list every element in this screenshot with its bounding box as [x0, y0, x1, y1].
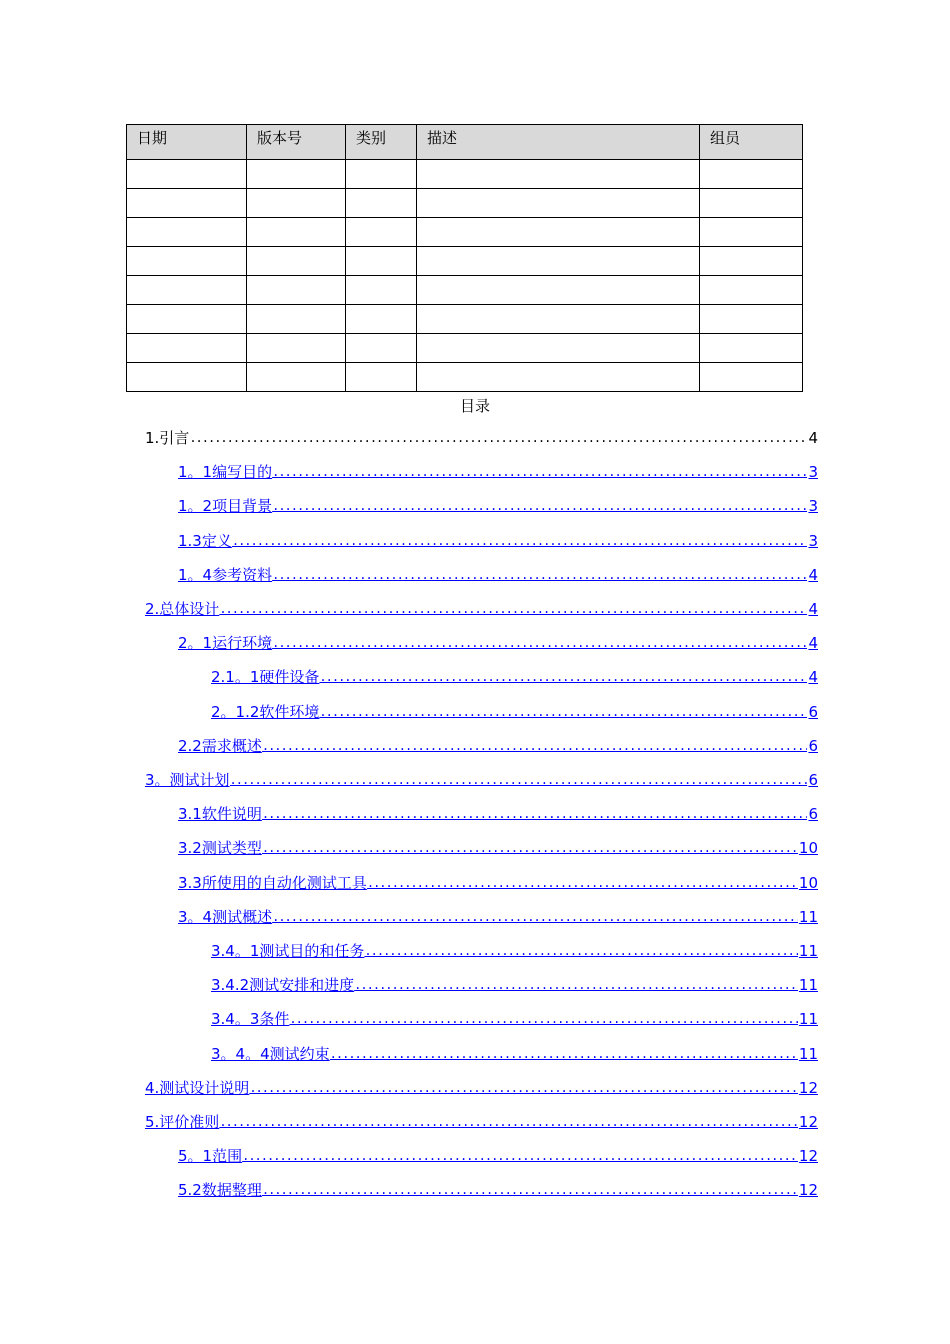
revision-history-table [126, 124, 803, 392]
table-row [127, 305, 803, 334]
table-cell [127, 276, 247, 305]
toc-entry-page-number: 11 [798, 1010, 818, 1028]
toc-entry[interactable] [211, 1044, 818, 1064]
table-cell [346, 247, 417, 276]
toc-entry-page-number: 11 [798, 976, 818, 994]
toc-entry [145, 428, 818, 448]
toc-dot-leader [230, 770, 808, 790]
toc-entry-label: 5。1范围 [178, 1147, 243, 1165]
toc-entry-label: 3。4测试概述 [178, 908, 273, 926]
column-header-category: 类别 [346, 125, 417, 160]
table-cell [247, 218, 346, 247]
toc-entry-label: 2。1运行环境 [178, 634, 273, 652]
table-row [127, 247, 803, 276]
table-row [127, 363, 803, 392]
table-cell [417, 334, 700, 363]
table-cell [127, 218, 247, 247]
toc-entry-page-number: 11 [798, 942, 818, 960]
table-cell [346, 189, 417, 218]
table-cell [700, 334, 803, 363]
toc-entry-label: 5.评价准则 [145, 1113, 220, 1131]
toc-entry[interactable] [145, 1112, 818, 1132]
table-cell [417, 160, 700, 189]
toc-entry-label: 5.2数据整理 [178, 1181, 262, 1199]
toc-entry[interactable] [178, 496, 818, 516]
toc-entry-page-number: 10 [798, 874, 818, 892]
toc-entry-page-number: 12 [798, 1079, 818, 1097]
column-header-members: 组员 [700, 125, 803, 160]
table-cell [700, 160, 803, 189]
table-cell [247, 363, 346, 392]
toc-entry-page-number: 6 [808, 703, 818, 721]
toc-entry-page-number: 3 [808, 532, 818, 550]
toc-dot-leader [262, 736, 808, 756]
table-row [127, 334, 803, 363]
toc-title: 目录 [459, 397, 490, 415]
toc-dot-leader [272, 462, 807, 482]
table-cell [417, 305, 700, 334]
toc-entry-page-number: 4 [808, 668, 818, 686]
toc-dot-leader [262, 1180, 798, 1200]
toc-dot-leader [319, 702, 807, 722]
toc-entry[interactable] [178, 462, 818, 482]
toc-entry-label: 2.总体设计 [145, 600, 220, 618]
toc-entry[interactable] [178, 1146, 818, 1166]
toc-dot-leader [364, 941, 798, 961]
table-cell [700, 218, 803, 247]
toc-entry-page-number: 10 [798, 839, 818, 857]
table-row [127, 276, 803, 305]
toc-entry-label: 3。4。4测试约束 [211, 1045, 330, 1063]
column-header-description: 描述 [417, 125, 700, 160]
toc-entry-label: 1。4参考资料 [178, 566, 273, 584]
toc-entry-label: 2。1.2软件环境 [211, 703, 320, 721]
toc-dot-leader [272, 496, 807, 516]
toc-entry-page-number: 11 [798, 1045, 818, 1063]
toc-dot-leader [262, 804, 808, 824]
toc-entry[interactable] [178, 1180, 818, 1200]
toc-entry[interactable] [178, 565, 818, 585]
table-cell [346, 305, 417, 334]
toc-entry[interactable] [178, 838, 818, 858]
toc-entry-label: 3.2测试类型 [178, 839, 262, 857]
table-cell [700, 247, 803, 276]
toc-entry-page-number: 3 [808, 497, 818, 515]
toc-entry-page-number: 6 [808, 737, 818, 755]
toc-entry[interactable] [178, 736, 818, 756]
table-cell [247, 189, 346, 218]
table-header-row [127, 125, 803, 160]
table-cell [346, 334, 417, 363]
toc-dot-leader [330, 1044, 798, 1064]
toc-dot-leader [262, 838, 798, 858]
toc-entry-label: 3.3所使用的自动化测试工具 [178, 874, 367, 892]
table-cell [247, 160, 346, 189]
table-cell [247, 276, 346, 305]
table-row [127, 160, 803, 189]
table-row [127, 218, 803, 247]
toc-entry-page-number: 12 [798, 1181, 818, 1199]
toc-entry-label: 3.4.2测试安排和进度 [211, 976, 355, 994]
toc-entry-page-number: 12 [798, 1113, 818, 1131]
toc-entry[interactable] [211, 941, 818, 961]
table-cell [346, 218, 417, 247]
toc-entry[interactable] [145, 599, 818, 619]
toc-entry-label: 4.测试设计说明 [145, 1079, 250, 1097]
toc-entry-label: 2.1。1硬件设备 [211, 668, 320, 686]
table-cell [127, 189, 247, 218]
table-cell [346, 363, 417, 392]
table-cell [127, 363, 247, 392]
table-cell [247, 334, 346, 363]
table-cell [127, 334, 247, 363]
toc-entry-label: 2.2需求概述 [178, 737, 262, 755]
toc-entry[interactable] [178, 907, 818, 927]
table-cell [700, 363, 803, 392]
toc-entry-label: 1。2项目背景 [178, 497, 273, 515]
table-cell [127, 247, 247, 276]
table-cell [346, 276, 417, 305]
toc-entry[interactable] [145, 1078, 818, 1098]
table-cell [127, 305, 247, 334]
toc-entry-label: 1.3定义 [178, 532, 232, 550]
table-cell [247, 247, 346, 276]
table-row [127, 189, 803, 218]
toc-entry-page-number: 6 [808, 805, 818, 823]
table-cell [417, 363, 700, 392]
table-cell [346, 160, 417, 189]
toc-dot-leader [289, 1009, 798, 1029]
toc-dot-leader [367, 873, 798, 893]
table-cell [127, 160, 247, 189]
table-body [127, 160, 803, 392]
toc-entry[interactable] [178, 804, 818, 824]
column-header-date: 日期 [127, 125, 247, 160]
toc-dot-leader [189, 428, 807, 448]
toc-dot-leader [272, 907, 798, 927]
toc-entry[interactable] [145, 770, 818, 790]
toc-entry-page-number: 4 [808, 566, 818, 584]
toc-dot-leader [319, 667, 807, 687]
table-cell [417, 189, 700, 218]
toc-entry-page-number: 3 [808, 463, 818, 481]
toc-entry[interactable] [211, 1009, 818, 1029]
toc-entry[interactable] [178, 531, 818, 551]
toc-entry-label: 1。1编写目的 [178, 463, 273, 481]
toc-entry-label: 3.4。3条件 [211, 1010, 290, 1028]
table-cell [417, 247, 700, 276]
table-cell [247, 305, 346, 334]
toc-dot-leader [232, 531, 808, 551]
toc-entry[interactable] [211, 975, 818, 995]
toc-dot-leader [272, 633, 807, 653]
toc-entry-label: 3.1软件说明 [178, 805, 262, 823]
toc-dot-leader [242, 1146, 798, 1166]
toc-dot-leader [354, 975, 798, 995]
toc-entry-page-number: 4 [808, 600, 818, 618]
toc-entry-label: 3。测试计划 [145, 771, 230, 789]
toc-entry[interactable] [211, 667, 818, 687]
table-cell [700, 276, 803, 305]
table-cell [700, 189, 803, 218]
toc-dot-leader [272, 565, 807, 585]
toc-entry-page-number: 4 [808, 634, 818, 652]
toc-entry-page-number: 4 [808, 429, 818, 447]
toc-entry-label: 3.4。1测试目的和任务 [211, 942, 365, 960]
toc-entry[interactable] [178, 633, 818, 653]
toc-entry[interactable] [211, 702, 818, 722]
table-cell [417, 218, 700, 247]
toc-entry-page-number: 11 [798, 908, 818, 926]
table-cell [417, 276, 700, 305]
toc-entry-page-number: 6 [808, 771, 818, 789]
toc-entry-label: 1.引言 [145, 429, 190, 447]
table-cell [700, 305, 803, 334]
column-header-version: 版本号 [247, 125, 346, 160]
toc-dot-leader [219, 599, 807, 619]
toc-dot-leader [219, 1112, 798, 1132]
toc-entry-page-number: 12 [798, 1147, 818, 1165]
toc-entry[interactable] [178, 873, 818, 893]
toc-dot-leader [249, 1078, 798, 1098]
